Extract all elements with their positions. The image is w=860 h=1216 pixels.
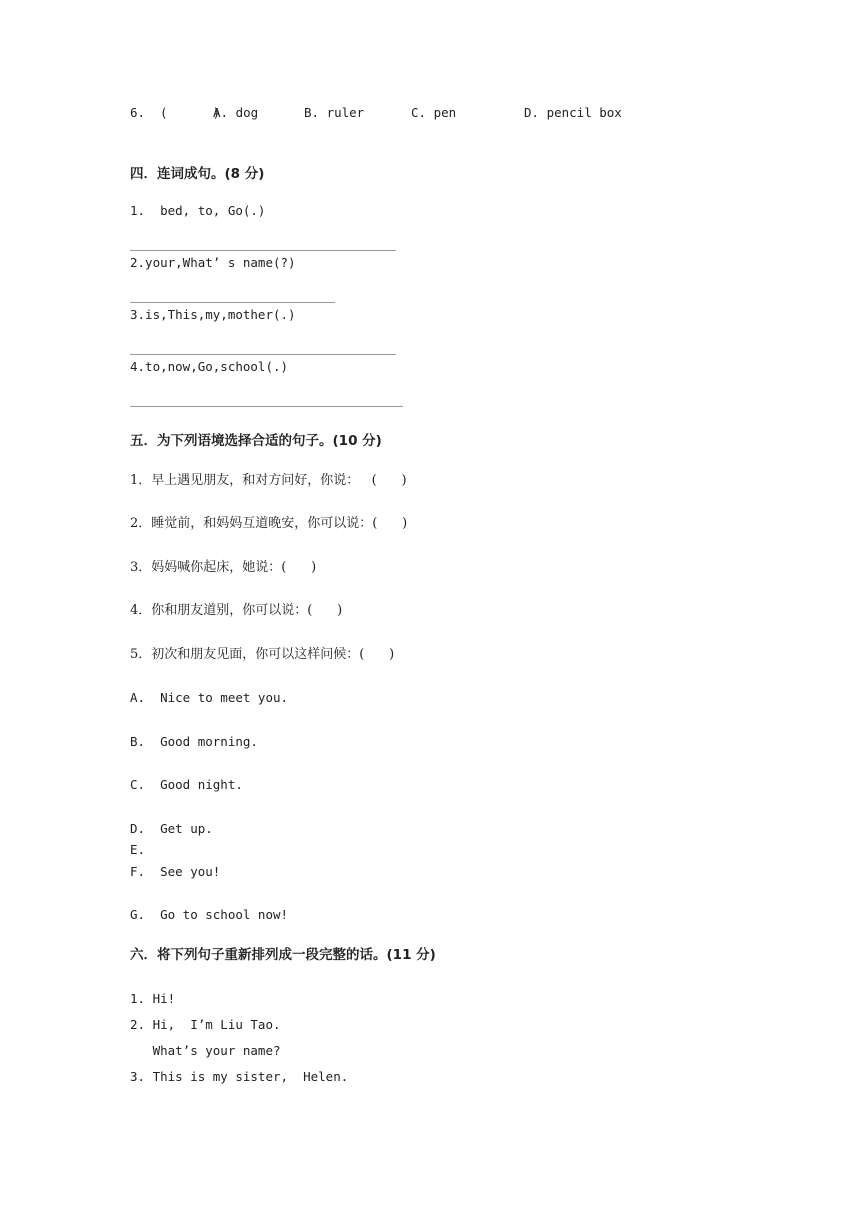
section-6-line-2b: What’s your name? (130, 1043, 281, 1058)
section-6-line-3: 3. This is my sister, Helen. (130, 1069, 349, 1084)
section-5-option-e: E. (130, 842, 146, 857)
q6-number: 6. (130, 105, 146, 120)
q6-option-c: C. pen (411, 105, 457, 120)
section-5-option-c: C. Good night. (130, 777, 243, 792)
section-5-item-4: 4．你和朋友道别，你可以说：( ) (130, 603, 343, 618)
section-4-item-4: 4.to,now,Go,school(.) (130, 359, 289, 374)
section-6-title: 六．将下列句子重新排列成一段完整的话。(11 分) (130, 947, 436, 963)
q6-option-b: B. ruler (304, 105, 365, 120)
answer-line-4 (130, 406, 403, 407)
section-6-line-1: 1. Hi! (130, 991, 176, 1006)
section-5-option-f: F. See you! (130, 864, 221, 879)
answer-line-1 (130, 250, 396, 251)
section-5-option-g: G. Go to school now! (130, 907, 289, 922)
section-5-item-1: 1．早上遇见朋友，和对方问好，你说： ( ) (130, 473, 407, 488)
section-4-item-2: 2.your,What’ s name(?) (130, 255, 296, 270)
section-5-title: 五．为下列语境选择合适的句子。(10 分) (130, 433, 382, 449)
section-5-item-3: 3．妈妈喊你起床，她说：( ) (130, 560, 317, 575)
answer-line-2 (130, 302, 335, 303)
q6-option-a: A. dog (213, 105, 259, 120)
q6-answer-blank: ( ) (160, 105, 221, 120)
section-4-item-3: 3.is,This,my,mother(.) (130, 307, 296, 322)
section-5-item-2: 2．睡觉前，和妈妈互道晚安，你可以说：( ) (130, 516, 408, 531)
section-5-option-d: D. Get up. (130, 821, 213, 836)
q6-option-d: D. pencil box (524, 105, 622, 120)
section-5-option-a: A. Nice to meet you. (130, 690, 289, 705)
section-4-item-1: 1. bed, to, Go(.) (130, 203, 266, 218)
section-5-item-5: 5．初次和朋友见面，你可以这样问候：( ) (130, 647, 395, 662)
answer-line-3 (130, 354, 396, 355)
section-4-title: 四．连词成句。(8 分) (130, 166, 265, 182)
section-6-line-2: 2. Hi, I’m Liu Tao. (130, 1017, 281, 1032)
section-5-option-b: B. Good morning. (130, 734, 258, 749)
